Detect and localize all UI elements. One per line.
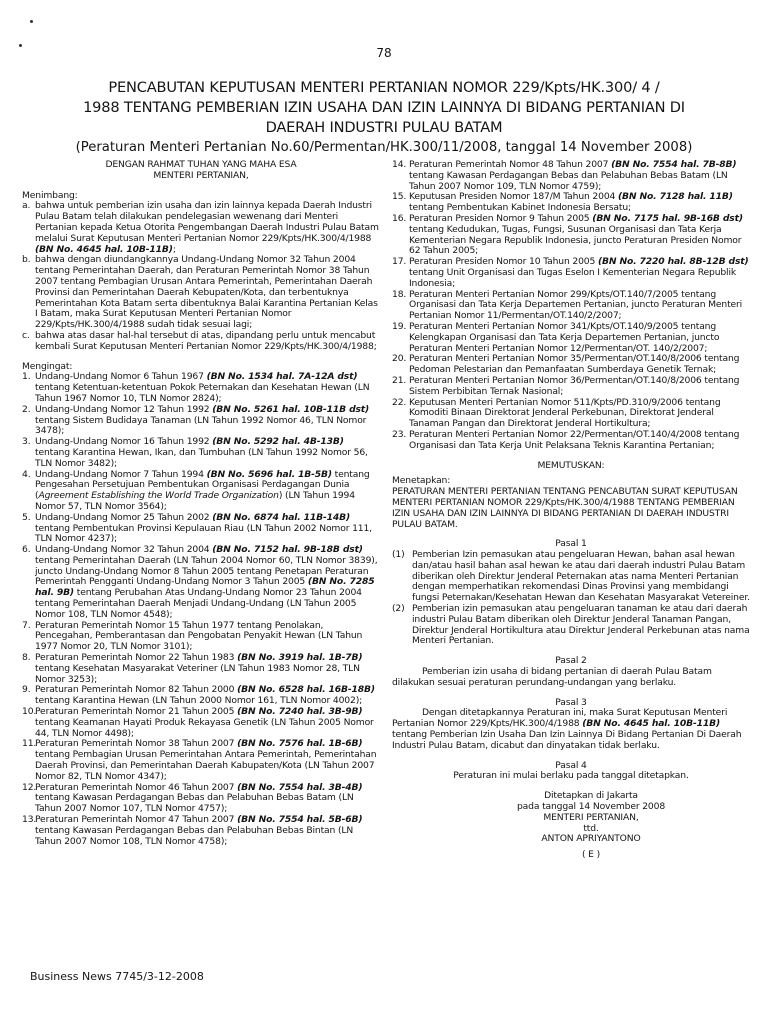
mengingat-item	[392, 214, 750, 257]
mengingat-item	[22, 621, 380, 653]
item-text: bahwa untuk pemberian izin usaha dan izin lainnya kepada Daerah Industri Pulau Batam telah dilakukan pendelegasian wewenang dari Menteri Pertanian kepada Ketua Otorita Pengembangan Daerah Industri Pulau Batam melalui Surat Keputusan Menteri Pertanian Nomor 229/Kpts/HK.300/4/1988 (BN No. 4645 hal. 10B-11B);	[35, 200, 379, 255]
mengingat-item	[22, 545, 380, 621]
footer-source: Business News 7745/3-12-2008	[30, 970, 204, 983]
item-number: 13.	[22, 814, 37, 826]
left-column	[22, 160, 380, 847]
mengingat-item	[392, 430, 750, 452]
item-text: Pemberian izin pemasukan atau pengeluaran tanaman ke atau dari daerah industri Pulau Batam diberikan oleh Direktur Jenderal Tanaman Pangan, Direktur Jenderal Hortikultura atau Direktur Jenderal Perkebunan atas nama Menteri Pertanian.	[412, 603, 750, 647]
mengingat-list-left	[22, 372, 380, 847]
mengingat-list-right	[392, 160, 750, 452]
menimbang-item	[22, 255, 380, 331]
memutuskan-heading: MEMUTUSKAN:	[537, 459, 605, 471]
pasal-2-title: Pasal 2	[555, 655, 587, 667]
signature-place: Ditetapkan di Jakarta	[544, 790, 638, 802]
item-text: Undang-Undang Nomor 32 Tahun 2004 (BN No. 7152 hal. 9B-18B dst) tentang Pemerintahan Daerah (LN Tahun 2004 Nomor 60, TLN Nomor 3839), juncto Undang-Undang Nomor 8 Tahun 2005 tentang Penetapan Peraturan Pemerintah Pengganti Undang-Undang Nomor 3 Tahun 2005 (BN No. 7285 hal. 9B) tentang Perubahan Atas Undang-Undang Nomor 23 Tahun 2004 tentang Pemerintahan Daerah Menjadi Undang-Undang (LN Tahun 2005 Nomor 108, TLN Nomor 4548);	[35, 544, 378, 620]
item-text: Peraturan Menteri Pertanian Nomor 22/Permentan/OT.140/4/2008 tentang Organisasi dan Tata Kerja Unit Pelaksana Teknis Karantina Pertanian;	[409, 428, 740, 451]
mengingat-item	[392, 354, 750, 376]
item-text: Undang-Undang Nomor 12 Tahun 1992 (BN No. 5261 hal. 10B-11B dst) tentang Sistem Budidaya Tanaman (LN Tahun 1992 Nomor 46, TLN Nomor 3478);	[35, 403, 370, 437]
item-number: a.	[22, 200, 31, 212]
item-number: 7.	[22, 619, 31, 631]
item-number: 16.	[392, 212, 407, 224]
pasal-4-text: Peraturan ini mulai berlaku pada tanggal ditetapkan.	[453, 770, 689, 782]
menetapkan-text: PERATURAN MENTERI PERTANIAN TENTANG PENCABUTAN SURAT KEPUTUSAN MENTERI PERTANIAN NOMOR 229/Kpts/HK.300/4/1988 TENTANG PEMBERIAN IZIN USAHA DAN IZIN LAINNYA DI BIDANG PERTANIAN DI DAERAH INDUSTRI PULAU BATAM.	[392, 486, 738, 530]
signature-name: ANTON APRIYANTONO	[541, 833, 641, 845]
menimbang-item	[22, 201, 380, 255]
item-text: Keputusan Menteri Pertanian Nomor 511/Kpts/PD.310/9/2006 tentang Komoditi Binaan Direktorat Jenderal Perkebunan, Direktorat Jenderal Tanaman Pangan dan Direktorat Jenderal Hortikultura;	[409, 396, 721, 430]
mengingat-item	[22, 372, 380, 404]
item-number: 2.	[22, 403, 31, 415]
mengingat-item	[392, 290, 750, 322]
mengingat-item	[22, 815, 380, 847]
document-subtitle: (Peraturan Menteri Pertanian No.60/Permentan/HK.300/11/2008, tanggal 14 November 2008)	[75, 140, 693, 155]
item-text: Peraturan Pemerintah Nomor 82 Tahun 2000 (BN No. 6528 hal. 16B-18B) tentang Karantina Hewan (LN Tahun 2000 Nomor 161, TLN Nomor 4002);	[35, 684, 375, 707]
item-text: Peraturan Presiden Nomor 9 Tahun 2005 (BN No. 7175 hal. 9B-16B dst) tentang Kedudukan, Tugas, Fungsi, Susunan Organisasi dan Tata Kerja Kementerian Negara Republik Indonesia, juncto Peraturan Presiden Nomor 62 Tahun 2005;	[409, 212, 743, 257]
menetapkan-label: Menetapkan:	[392, 475, 451, 487]
item-number: 12.	[22, 781, 37, 793]
item-number: 6.	[22, 544, 31, 556]
item-text: Peraturan Presiden Nomor 10 Tahun 2005 (BN No. 7220 hal. 8B-12B dst) tentang Unit Organisasi dan Tugas Eselon I Kementerian Negara Republik Indonesia;	[409, 256, 749, 289]
item-number: 4.	[22, 468, 31, 480]
menimbang-item	[22, 331, 380, 353]
item-number: 17.	[392, 256, 407, 268]
mengingat-item	[22, 783, 380, 815]
mengingat-item	[392, 192, 750, 214]
pasal-1-list	[392, 550, 750, 647]
item-text: Peraturan Pemerintah Nomor 47 Tahun 2007 (BN No. 7554 hal. 5B-6B) tentang Kawasan Perdagangan Bebas dan Pelabuhan Bebas Bintan (LN Tahun 2007 Nomor 108, TLN Nomor 4758);	[35, 814, 363, 847]
item-text: Peraturan Pemerintah Nomor 15 Tahun 1977 tentang Penolakan, Pencegahan, Pemberantasan dan Pengobatan Penyakit Hewan (LN Tahun 1977 Nomor 20, TLN Nomor 3101);	[35, 619, 363, 653]
item-text: Peraturan Pemerintah Nomor 22 Tahun 1983 (BN No. 3919 hal. 1B-7B) tentang Kesehatan Masyarakat Veteriner (LN Tahun 1983 Nomor 28, TLN Nomor 3253);	[35, 652, 363, 685]
item-text: Peraturan Menteri Pertanian Nomor 35/Permentan/OT.140/8/2006 tentang Pedoman Pelestarian dan Pemanfaatan Sumberdaya Genetik Ternak;	[409, 353, 740, 376]
item-text: Peraturan Pemerintah Nomor 38 Tahun 2007 (BN No. 7576 hal. 1B-6B) tentang Pembagian Urusan Pemerintahan Antara Pemerintah, Pemerintahan Daerah Provinsi, dan Pemerintahan Daerah Kabupaten/Kota (LN Tahun 2007 Nomor 82, TLN Nomor 4347);	[35, 738, 377, 782]
item-number: 22.	[392, 396, 407, 408]
pasal-2-text: Pemberian izin usaha di bidang pertanian di daerah Pulau Batam dilakukan sesuai peraturan perundang-undangan yang berlaku.	[392, 666, 712, 688]
mengingat-item	[392, 160, 750, 192]
pasal-1-title: Pasal 1	[555, 538, 587, 550]
item-number: 1.	[22, 371, 31, 383]
item-number: (2)	[392, 603, 405, 615]
pasal-1-item	[392, 604, 750, 647]
item-text: Undang-Undang Nomor 6 Tahun 1967 (BN No. 1534 hal. 7A-12A dst) tentang Ketentuan-ketentuan Pokok Peternakan dan Kesehatan Hewan (LN Tahun 1967 Nomor 10, TLN Nomor 2824);	[35, 371, 370, 404]
item-number: 23.	[392, 428, 407, 440]
item-text: bahwa dengan diundangkannya Undang-Undang Nomor 32 Tahun 2004 tentang Pemerintahan Daerah, dan Peraturan Pemerintah Nomor 38 Tahun 2007 tentang Pembagian Urusan Antara Pemerintah, Pemerintahan Daerah Provinsi dan Pemerintahan Daerah Kebupaten/Kota, dan terbentuknya Pemerintahan Kota Batam serta dibentuknya Balai Karantina Pertanian Kelas I Batam, maka Surat Keputusan Menteri Pertanian Nomor 229/Kpts/HK.300/4/1988 sudah tidak sesuai lagi;	[35, 254, 378, 331]
item-number: 9.	[22, 684, 31, 696]
mengingat-item	[392, 398, 750, 430]
item-text: Peraturan Pemerintah Nomor 48 Tahun 2007 (BN No. 7554 hal. 7B-8B) tentang Kawasan Perdagangan Bebas dan Pelabuhan Bebas Batam (LN Tahun 2007 Nomor 109, TLN Nomor 4759);	[409, 159, 737, 192]
item-text: Peraturan Pemerintah Nomor 21 Tahun 2005 (BN No. 7240 hal. 3B-9B) tentang Keamanan Hayati Produk Rekayasa Genetik (LN Tahun 2005 Nomor 44, TLN Nomor 4498);	[35, 706, 374, 739]
item-number: 21.	[392, 374, 407, 386]
signature-ttd: ttd.	[583, 822, 599, 834]
page-number: 78	[376, 46, 392, 60]
item-number: 15.	[392, 191, 407, 203]
item-number: 5.	[22, 511, 31, 523]
mengingat-item	[22, 405, 380, 437]
pasal-4-title: Pasal 4	[555, 759, 587, 771]
pasal-3-text: Dengan ditetapkannya Peraturan ini, maka Surat Keputusan Menteri Pertanian Nomor 229/Kpts/HK.300/4/1988 (BN No. 4645 hal. 10B-11B) tentang Pemberian Izin Usaha Dan Izin Lainnya Di Bidang Pertanian Di Daerah Industri Pulau Batam, dicabut dan dinyatakan tidak berlaku.	[392, 707, 742, 751]
item-number: 19.	[392, 320, 407, 332]
title-line-1: PENCABUTAN KEPUTUSAN MENTERI PERTANIAN NOMOR 229/Kpts/HK.300/ 4 /	[108, 79, 660, 96]
mengingat-item	[22, 470, 380, 513]
item-number: 11.	[22, 738, 37, 750]
mengingat-item	[392, 322, 750, 354]
item-text: Peraturan Menteri Pertanian Nomor 36/Permentan/OT.140/8/2006 tentang Sistem Perbibitan Ternak Nasional;	[409, 374, 740, 397]
item-text: Peraturan Pemerintah Nomor 46 Tahun 2007 (BN No. 7554 hal. 3B-4B) tentang Kawasan Perdagangan Bebas dan Pelabuhan Bebas Batam (LN Tahun 2007 Nomor 107, TLN Nomor 4757);	[35, 781, 363, 815]
mengingat-item	[22, 707, 380, 739]
item-text: Peraturan Menteri Pertanian Nomor 299/Kpts/OT.140/7/2005 tentang Organisasi dan Tata Kerja Departemen Pertanian, juncto Peraturan Menteri Pertanian Nomor 11/Permentan/OT.140/2/2007;	[409, 288, 743, 322]
item-number: 8.	[22, 652, 31, 664]
pasal-3-title: Pasal 3	[555, 696, 587, 708]
mengingat-item	[22, 513, 380, 545]
signature-block	[432, 791, 750, 861]
scan-speck	[30, 20, 33, 23]
item-text: Pemberian Izin pemasukan atau pengeluaran Hewan, bahan asal hewan dan/atau hasil bahan asal hewan ke atau dari daerah industri Pulau Batam diberikan oleh Direktur Jenderal Peternakan atas nama Menteri Pertanian dengan memperhatikan rekomendasi Dinas Provinsi yang membidangi fungsi Peternakan/Kesehatan Hewan dan Kesehatan Masyarakat Vetereiner.	[412, 549, 750, 604]
mengingat-item	[22, 653, 380, 685]
menimbang-label: Menimbang:	[22, 189, 78, 201]
signature-code: ( E )	[581, 849, 601, 861]
preamble-line-2: MENTERI PERTANIAN,	[153, 169, 249, 181]
item-text: Undang-Undang Nomor 25 Tahun 2002 (BN No. 6874 hal. 11B-14B) tentang Pembentukan Provinsi Kepulauan Riau (LN Tahun 2002 Nomor 111, TLN Nomor 4237);	[35, 511, 372, 545]
mengingat-item	[392, 257, 750, 289]
pasal-1-item	[392, 550, 750, 604]
mengingat-item	[392, 376, 750, 398]
item-number: 20.	[392, 353, 407, 365]
signature-date: pada tanggal 14 November 2008	[516, 801, 666, 813]
item-number: 10.	[22, 706, 37, 718]
item-number: b.	[22, 254, 31, 266]
document-title	[40, 78, 728, 156]
item-text: Undang-Undang Nomor 7 Tahun 1994 (BN No. 5696 hal. 1B-5B) tentang Pengesahan Persetujuan Pembentukan Organisasi Perdagangan Dunia (Agreement Establishing the World Trade Organization) (LN Tahun 1994 Nomor 57, TLN Nomor 3564);	[35, 468, 370, 512]
mengingat-item	[22, 739, 380, 782]
title-line-2: 1988 TENTANG PEMBERIAN IZIN USAHA DAN IZIN LAINNYA DI BIDANG PERTANIAN DI	[83, 99, 685, 116]
right-column	[392, 160, 750, 861]
item-number: 18.	[392, 288, 407, 300]
mengingat-label: Mengingat:	[22, 360, 73, 372]
preamble-line-1: DENGAN RAHMAT TUHAN YANG MAHA ESA	[105, 159, 297, 170]
item-text: bahwa atas dasar hal-hal tersebut di atas, dipandang perlu untuk mencabut kembali Surat Keputusan Menteri Pertanian Nomor 229/Kpts/HK.300/4/1988;	[35, 329, 377, 352]
item-number: (1)	[392, 549, 405, 561]
signature-office: MENTERI PERTANIAN,	[543, 811, 639, 823]
mengingat-item	[22, 685, 380, 707]
item-number: 3.	[22, 436, 31, 448]
item-text: Peraturan Menteri Pertanian Nomor 341/Kpts/OT.140/9/2005 tentang Kelengkapan Organisasi dan Tata Kerja Departemen Pertanian, juncto Peraturan Menteri Pertanian Nomor 12/Permentan/OT. 140/2/2007;	[409, 320, 720, 354]
item-text: Undang-Undang Nomor 16 Tahun 1992 (BN No. 5292 hal. 4B-13B) tentang Karantina Hewan, Ikan, dan Tumbuhan (LN Tahun 1992 Nomor 56, TLN Nomor 3482);	[35, 436, 368, 469]
item-number: 14.	[392, 159, 407, 170]
item-text: Keputusan Presiden Nomor 187/M Tahun 2004 (BN No. 7128 hal. 11B) tentang Pembentukan Kabinet Indonesia Bersatu;	[409, 191, 733, 214]
menimbang-list	[22, 201, 380, 352]
mengingat-item	[22, 437, 380, 469]
item-number: c.	[22, 329, 30, 341]
title-line-3: DAERAH INDUSTRI PULAU BATAM	[265, 119, 503, 136]
